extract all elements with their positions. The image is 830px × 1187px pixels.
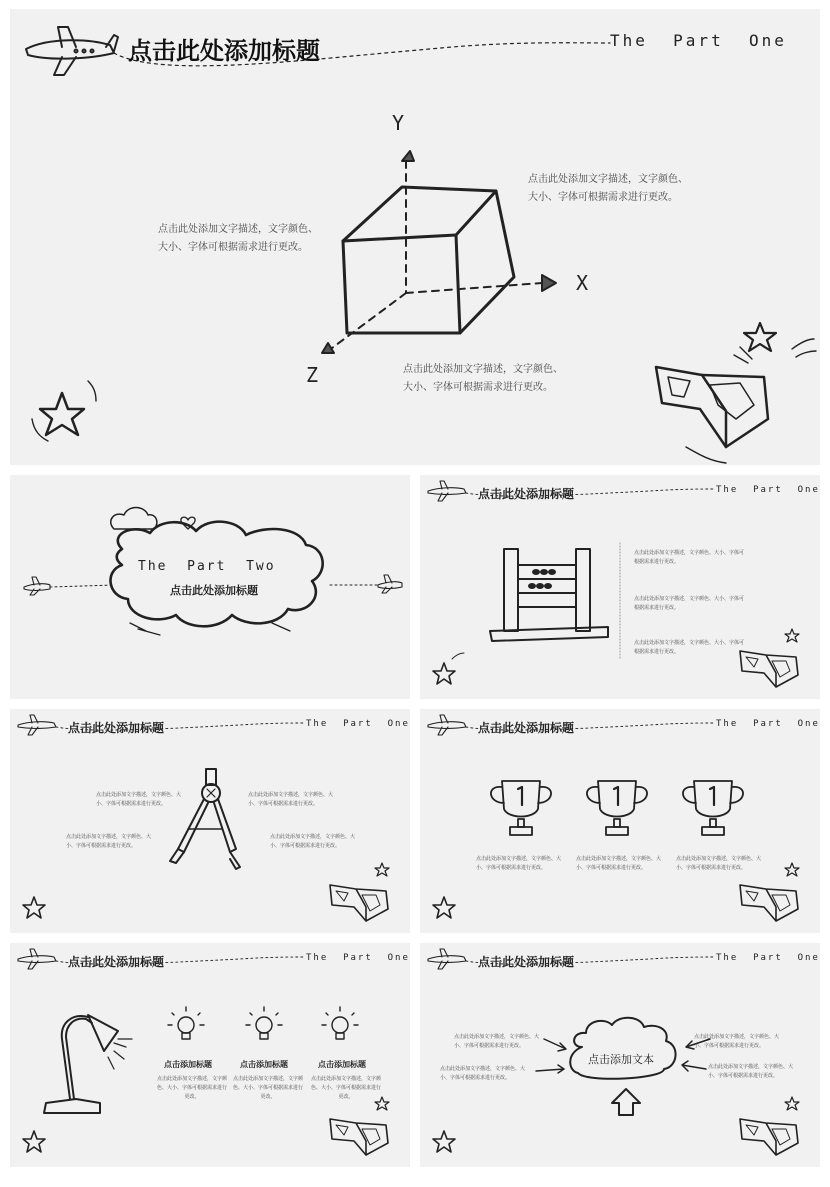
airplane-icon	[18, 715, 56, 735]
cloud-text: 点击添加文本	[588, 1053, 654, 1066]
description: 点击此处添加文字描述，文字颜色、大小、字体可根据需求进行更改。	[310, 1076, 381, 1100]
trophy-icon	[587, 781, 647, 835]
description: 点击此处添加文字描述，文字颜色、大小、字体可根据需求进行更改。	[248, 792, 334, 807]
part-label: The Part One	[306, 719, 410, 729]
arrow-icon	[612, 1089, 640, 1115]
trophy-icon	[683, 781, 743, 835]
map-icon	[330, 885, 388, 921]
slide-3[interactable]	[420, 475, 820, 699]
star-icon	[23, 897, 45, 918]
axis-y-label: Y	[392, 111, 405, 135]
description: 点击此处添加文字描述，文字颜色、大小、字体可根据需求进行更改。	[528, 174, 688, 203]
part-label: The Part One	[716, 953, 820, 963]
part-label: The Part One	[716, 719, 820, 729]
cloud-icon	[570, 1018, 675, 1079]
description: 点击此处添加文字描述，文字颜色、大小、字体可根据需求进行更改。	[476, 856, 562, 871]
star-icon	[23, 1131, 45, 1152]
description: 点击此处添加文字描述，文字颜色、大小、字体可根据需求进行更改。	[634, 596, 745, 611]
star-icon	[433, 663, 455, 684]
part-label: The Part Two	[138, 559, 276, 574]
description: 点击此处添加文字描述，文字颜色、大小、字体可根据需求进行更改。	[158, 224, 318, 253]
airplane-icon	[26, 27, 118, 75]
airplane-icon	[18, 949, 56, 969]
map-icon	[740, 885, 798, 921]
map-icon	[330, 1119, 388, 1155]
description: 点击此处添加文字描述，文字颜色、大小、字体可根据需求进行更改。	[708, 1064, 794, 1079]
cube-icon	[343, 187, 514, 333]
sub-heading: 点击添加标题	[164, 1060, 212, 1069]
description: 点击此处添加文字描述，文字颜色、大小、字体可根据需求进行更改。	[676, 856, 762, 871]
slide-2[interactable]	[10, 475, 410, 699]
description: 点击此处添加文字描述，文字颜色、大小、字体可根据需求进行更改。	[66, 834, 152, 849]
description: 点击此处添加文字描述，文字颜色、大小、字体可根据需求进行更改。	[440, 1066, 526, 1081]
part-label: The Part One	[716, 485, 820, 495]
compass-icon	[170, 769, 240, 869]
description: 点击此处添加文字描述，文字颜色、大小、字体可根据需求进行更改。	[454, 1034, 540, 1049]
description: 点击此处添加文字描述，文字颜色、大小、字体可根据需求进行更改。	[232, 1076, 303, 1100]
airplane-icon	[24, 577, 50, 595]
axis-x-label: X	[576, 271, 589, 295]
slide-title: 点击此处添加标题	[170, 584, 258, 597]
star-icon	[785, 863, 799, 876]
star-icon	[375, 863, 389, 876]
slide-title: 点击此处添加标题	[478, 487, 575, 501]
slide-title: 点击此处添加标题	[68, 721, 165, 735]
star-icon	[785, 1097, 799, 1110]
slide-7[interactable]	[420, 943, 820, 1167]
airplane-icon	[378, 575, 402, 593]
trophy-icon	[491, 781, 551, 835]
airplane-icon	[428, 949, 466, 969]
airplane-icon	[428, 715, 466, 735]
description: 点击此处添加文字描述，文字颜色、大小、字体可根据需求进行更改。	[96, 792, 182, 807]
sub-heading: 点击添加标题	[318, 1060, 366, 1069]
slide-6[interactable]	[10, 943, 410, 1167]
star-icon	[785, 629, 799, 642]
desk-lamp-icon	[44, 1015, 132, 1113]
map-icon	[656, 367, 768, 463]
description: 点击此处添加文字描述，文字颜色、大小、字体可根据需求进行更改。	[270, 834, 356, 849]
lightbulb-icon	[246, 1007, 282, 1039]
slide-title: 点击此处添加标题	[128, 37, 320, 65]
description: 点击此处添加文字描述，文字颜色、大小、字体可根据需求进行更改。	[694, 1034, 780, 1049]
slide-4[interactable]	[10, 709, 410, 933]
lightbulb-icon	[322, 1007, 358, 1039]
part-label: The Part One	[610, 31, 787, 50]
sub-heading: 点击添加标题	[240, 1060, 288, 1069]
description: 点击此处添加文字描述，文字颜色、大小、字体可根据需求进行更改。	[634, 550, 745, 565]
lightbulb-icon	[168, 1007, 204, 1039]
slide-1[interactable]	[10, 9, 820, 465]
slide-title: 点击此处添加标题	[478, 721, 575, 735]
axis-z-label: Z	[306, 363, 319, 387]
slide-5[interactable]	[420, 709, 820, 933]
description: 点击此处添加文字描述，文字颜色、大小、字体可根据需求进行更改。	[576, 856, 662, 871]
map-icon	[740, 1119, 798, 1155]
description: 点击此处添加文字描述，文字颜色、大小、字体可根据需求进行更改。	[156, 1076, 227, 1100]
star-icon	[433, 897, 455, 918]
abacus-icon	[490, 549, 608, 641]
star-icon	[433, 1131, 455, 1152]
slide-title: 点击此处添加标题	[478, 955, 575, 969]
airplane-icon	[428, 481, 466, 501]
slide-title: 点击此处添加标题	[68, 955, 165, 969]
star-icon	[744, 323, 776, 351]
description: 点击此处添加文字描述，文字颜色、大小、字体可根据需求进行更改。	[634, 640, 745, 655]
map-icon	[740, 651, 798, 687]
description: 点击此处添加文字描述，文字颜色、大小、字体可根据需求进行更改。	[403, 364, 563, 393]
star-icon	[40, 393, 84, 435]
part-label: The Part One	[306, 953, 410, 963]
